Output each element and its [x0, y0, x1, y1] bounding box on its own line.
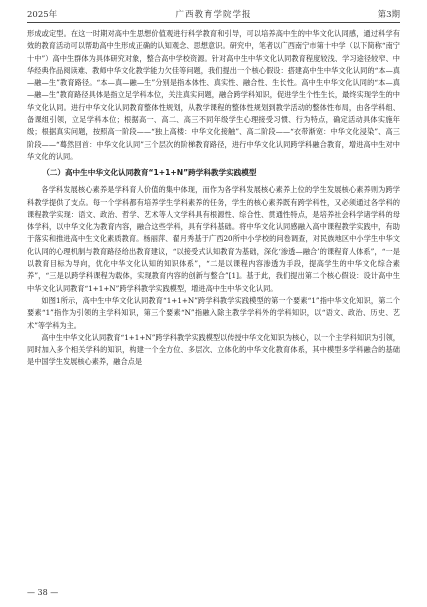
- running-header: [27, 8, 400, 22]
- paragraph: 各学科发展核心素养是学科育人价值的集中体现，而作为各学科发展核心素养上位的学生发展核心素养则为跨学科教学提供了支点。每一个学科都有培养学生学科素养的任务，学生的核心素养既有跨学科性，又必须通过各学科的课程教学实现：语文、政治、哲学、艺术等人文学科具有根源性、综合性、贯通性特点，是培养社会科学诸学科的母体学科，以中华文化为教育内容，融合这些学科，具有学科基础。将中华文化认同感融入高中课程教学实践中，有助于落实和推进高中生文化素质教育。杨丽萍、翟月秀基于广西20所中小学校的问卷调查，对民族地区中小学生中华文化认同的心理机制与教育路径给出教育建议，“以接受式认知教育为基础，深化‘渗透—融合’的课程育人体系”，“一是以教育目标为导向，优化中华文化认知的知识体系”，“二是以课程内容渗透为手段，提高学生的中华文化综合素养”，“三是以跨学科课程为载体，实现教育内容的创新与整合”[1]。基于此，我们提出第二个核心假设：设计高中生中华文化认同教育“1+1+N”跨学科教学实践模型，增进高中生中华文化认同。: [27, 185, 400, 293]
- header-issue: 第3期: [377, 10, 400, 20]
- article-body: [27, 28, 400, 369]
- section-heading: （二）高中生中华文化认同教育“1+1+N”跨学科教学实践模型: [42, 168, 257, 178]
- header-year: 2025年: [27, 10, 58, 20]
- header-journal-title: 广西教育学院学报: [175, 10, 252, 20]
- page-number: — 38 —: [27, 588, 59, 597]
- paragraph: 如图1所示，高中生中华文化认同教育“1+1+N”跨学科教学实践模型的第一个要素“1”指中华文化知识，第二个要素“1”指作为引领的主学科知识，第三个要素“N”指融入除主教学学科外的学科知识，以“语文、政治、历史、艺术”等学科为主。: [27, 295, 400, 330]
- paragraph-continued: 形成或定型。在这一时期对高中生思想价值观进行科学教育和引导，可以培养高中生的中华文化认同感，通过科学有效的教育活动可以帮助高中生形成正确的认知观念、思想意识。研究中，笔者以广西南宁市第十中学（以下简称“南宁十中”）高中生群体为具体研究对象，整合高中学校资源。针对高中生中华文化认同教育程度较浅、学习途径较窄、中华经典作品阅读难、教师中华文化教学能力欠佳等问题，我们提出一个核心假设：搭建高中生中华文化认同的“本—真—融—生”教育路径。“本—真—融—生”分别是指本体性、真实性、融合性、生长性。高中生中华文化认同的“本—真—融—生”教育路径具体是指立足学科本位，关注真实问题，融合跨学科知识，促进学生个性生长，最终实现学生的中华文化认同。进行中华文化认同教育整体性规划，从教学课程的整体性规划到教学活动的整体性布局，由各学科组、备课组引领，立足学科本位；根据高一、高二、高三不同年级学生心理接受习惯、行为特点，确定活动具体实施年级；根据真实问题，按照高一阶段——“独上高楼：中华文化接触”、高二阶段——“衣带渐宽：中华文化浸染”、高三阶段——“蓦然回首：中华文化认同”三个层次的阶梯教育路径，进行中华文化认同跨学科融合教育，增进高中生对中华文化的认同。: [27, 29, 400, 161]
- paragraph: 高中生中华文化认同教育“1+1+N”跨学科教学实践模型以传授中华文化知识为核心，以一个主学科知识为引领，同时加入多个相关学科的知识，构建一个全方位、多层次、立体化的中华文化教育体系，其中模型多学科融合的基础是中国学生发展核心素养，融合点是: [27, 332, 400, 367]
- header-rule: [27, 22, 400, 23]
